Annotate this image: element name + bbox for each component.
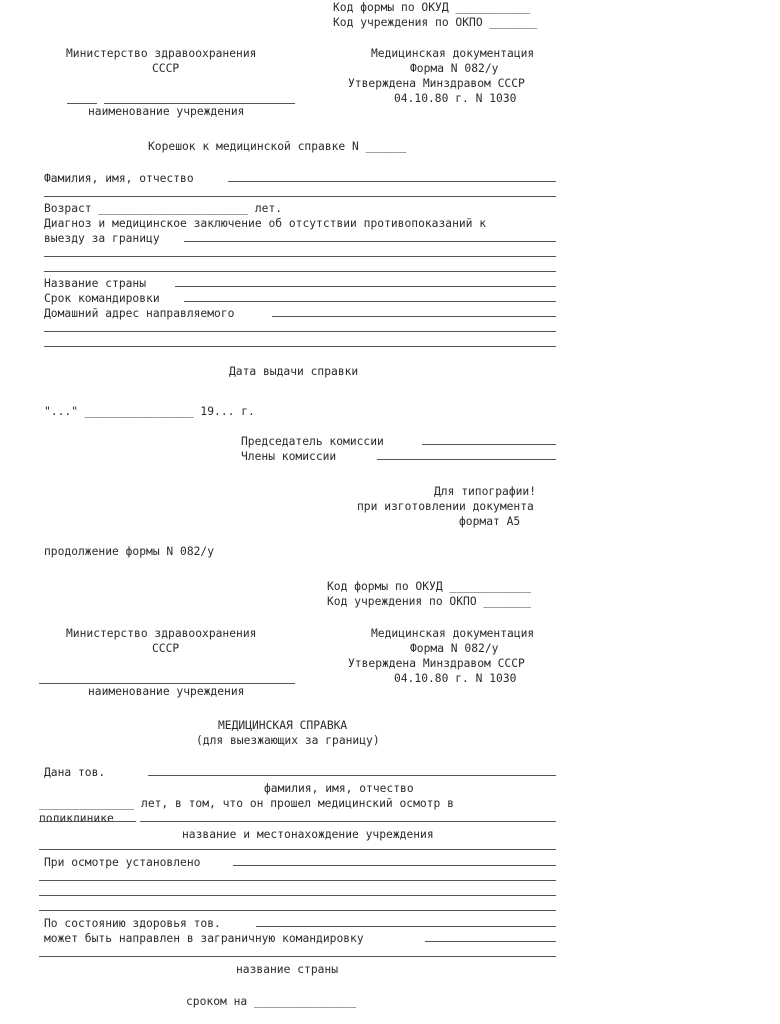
cert-mission-label: может быть направлен в заграничную командировку	[44, 932, 364, 945]
field-rule-diagnosis-3	[44, 271, 556, 272]
cert-age-line: ______________ лет, в том, что он прошел медицинский осмотр в	[39, 797, 454, 810]
signature-chair-rule	[422, 444, 556, 445]
doc-line-3: Утверждена Минздравом СССР	[348, 77, 525, 90]
field-label-term: Срок командировки	[44, 292, 160, 305]
cert-term-line: сроком на _______________	[186, 995, 357, 1008]
cert-clinic-label: поликлинике	[39, 812, 114, 825]
cert-exam-rule-1	[233, 865, 556, 866]
field-rule-country	[175, 286, 556, 287]
cert-clinic-rule-0	[39, 821, 136, 822]
field-rule-address-3	[44, 346, 556, 347]
print-note-3: формат А5	[459, 515, 521, 528]
cert-mission-rule	[425, 941, 556, 942]
certificate-subtitle: (для выезжающих за границу)	[196, 734, 380, 747]
signature-chair-label: Председатель комиссии	[241, 435, 384, 448]
field-rule-fio-2	[44, 196, 556, 197]
cert-exam-rule-2	[39, 880, 556, 881]
ministry-line-2-b: СССР	[152, 642, 180, 655]
doc-line-3-b: Утверждена Минздравом СССР	[348, 657, 525, 670]
signature-members-label: Члены комиссии	[241, 450, 337, 463]
code-okud-line: Код формы по ОКУД ___________	[333, 1, 531, 14]
field-rule-fio-1	[228, 181, 556, 182]
ministry-line-1: Министерство здравоохранения	[66, 47, 257, 60]
cert-exam-rule-4	[39, 910, 556, 911]
continuation-label: продолжение формы N 082/у	[44, 545, 215, 558]
institution-caption: наименование учреждения	[88, 105, 245, 118]
cert-health-label: По состоянию здоровья тов.	[44, 917, 221, 930]
cert-fio-caption: фамилия, имя, отчество	[264, 782, 414, 795]
doc-line-2-b: Форма N 082/у	[410, 642, 499, 655]
code-okud-line-2: Код формы по ОКУД ____________	[327, 580, 532, 593]
cert-given-to-label: Дана тов.	[44, 766, 106, 779]
cert-exam-rule-3	[39, 895, 556, 896]
code-okpo-line-2: Код учреждения по ОКПО _______	[327, 595, 532, 608]
signature-members-rule	[377, 459, 556, 460]
field-rule-diagnosis-2	[44, 256, 556, 257]
doc-line-1: Медицинская документация	[371, 47, 535, 60]
field-label-diagnosis-2: выезду за границу	[44, 232, 160, 245]
cert-country-rule	[39, 956, 556, 957]
issue-date-title: Дата выдачи справки	[229, 365, 359, 378]
cert-health-rule	[256, 926, 556, 927]
cert-given-to-rule	[148, 775, 556, 776]
institution-caption-b: наименование учреждения	[88, 685, 245, 698]
stub-title: Корешок к медицинской справке N ______	[148, 140, 407, 153]
field-label-age: Возраст ______________________ лет.	[44, 202, 283, 215]
code-okpo-line: Код учреждения по ОКПО _______	[333, 16, 538, 29]
cert-exam-rule-top	[39, 849, 556, 850]
cert-exam-label: При осмотре установлено	[44, 856, 201, 869]
doc-line-1-b: Медицинская документация	[371, 627, 535, 640]
cert-clinic-rule-1	[140, 821, 556, 822]
field-label-fio: Фамилия, имя, отчество	[44, 172, 194, 185]
print-note-2: при изготовлении документа	[357, 500, 534, 513]
doc-line-4: 04.10.80 г. N 1030	[394, 92, 517, 105]
print-note-1: Для типографии!	[434, 485, 537, 498]
doc-line-2: Форма N 082/у	[410, 62, 499, 75]
certificate-title: МЕДИЦИНСКАЯ СПРАВКА	[218, 719, 348, 732]
field-label-diagnosis-1: Диагноз и медицинское заключение об отсутствии противопоказаний к	[44, 217, 487, 230]
field-rule-address-1	[272, 316, 556, 317]
field-label-country: Название страны	[44, 277, 147, 290]
ministry-line-1-b: Министерство здравоохранения	[66, 627, 257, 640]
ministry-line-2: СССР	[152, 62, 180, 75]
field-rule-term	[184, 301, 556, 302]
cert-country-caption: название страны	[236, 963, 339, 976]
issue-date-line: "..." ________________ 19... г.	[44, 405, 255, 418]
doc-line-4-b: 04.10.80 г. N 1030	[394, 672, 517, 685]
field-rule-diagnosis-1	[184, 241, 556, 242]
field-label-address: Домашний адрес направляемого	[44, 307, 235, 320]
cert-clinic-caption: название и местонахождение учреждения	[182, 828, 434, 841]
field-rule-address-2	[44, 331, 556, 332]
